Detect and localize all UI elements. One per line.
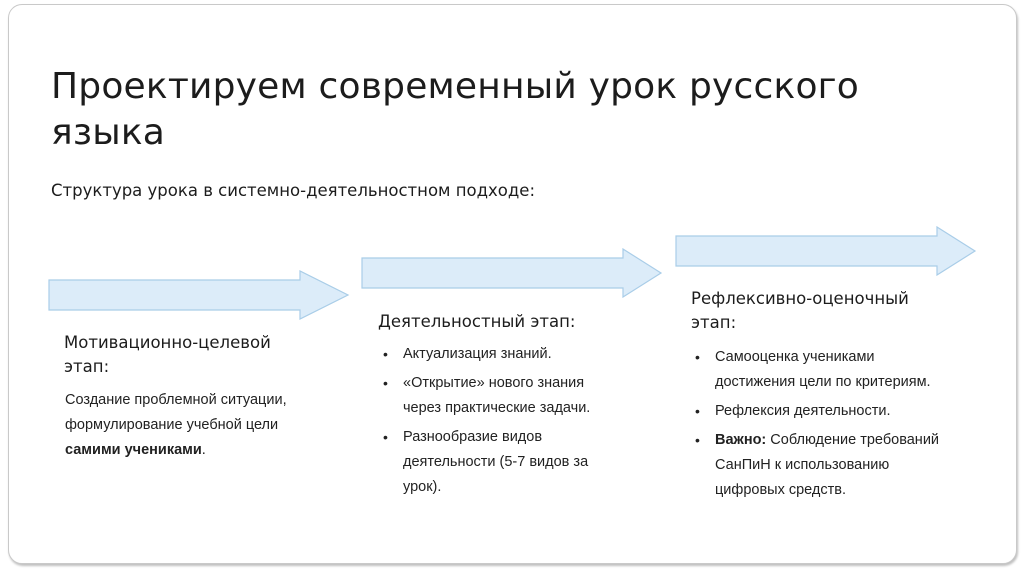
list-item-line: • Самооценка учениками: [715, 349, 875, 365]
stage-2-list: [380, 342, 650, 504]
list-item: [692, 428, 992, 503]
stage-1-text-end: .: [201, 442, 206, 458]
arrow-stage-2: [361, 248, 663, 298]
list-item-text: Соблюдение требований: [766, 432, 940, 448]
stage-1-title-line1: Мотивационно-целевой: [64, 333, 271, 352]
list-item: [380, 371, 650, 421]
stage-3-title-line2: этап:: [691, 313, 737, 332]
list-item-line: [715, 428, 992, 453]
stage-3-title: [691, 287, 909, 335]
list-item: [692, 345, 992, 395]
list-item-line: • Рефлексия деятельности.: [715, 403, 891, 419]
list-item-line: достижения цели по критериям.: [715, 374, 931, 390]
list-item-line: СанПиН к использованию: [715, 457, 890, 473]
list-item-line: • Актуализация знаний.: [403, 346, 552, 362]
arrow-stage-3: [675, 226, 977, 276]
stage-1-text-line2: формулирование учебной цели: [65, 417, 279, 433]
subtitle: Структура урока в системно-деятельностном подходе:: [51, 181, 536, 200]
list-item-line: • «Открытие» нового знания: [403, 375, 585, 391]
stage-3-title-line1: Рефлексивно-оценочный: [691, 289, 909, 308]
stage-3-list: [692, 345, 992, 507]
list-item: [380, 342, 650, 367]
list-item-line: цифровых средств.: [715, 482, 847, 498]
stage-1-text: [65, 388, 335, 463]
list-item: [692, 399, 992, 424]
stage-1-text-line3: [65, 438, 335, 463]
stage-1-text-line1: Создание проблемной ситуации,: [65, 392, 287, 408]
list-item-line: • Разнообразие видов: [403, 429, 543, 445]
list-item-line: через практические задачи.: [403, 400, 591, 416]
list-item: [380, 425, 650, 500]
stage-2-title: Деятельностный этап:: [378, 312, 576, 331]
list-item-line: урок).: [403, 479, 442, 495]
list-item-line: деятельности (5-7 видов за: [403, 454, 589, 470]
stage-1-text-bold: самими учениками: [65, 442, 202, 458]
page-title: Проектируем современный урок русского языка: [51, 66, 860, 153]
important-label: Важно:: [715, 432, 767, 448]
stage-1-title: [64, 331, 271, 379]
arrow-stage-1: [48, 270, 350, 320]
stage-1-title-line2: этап:: [64, 357, 110, 376]
